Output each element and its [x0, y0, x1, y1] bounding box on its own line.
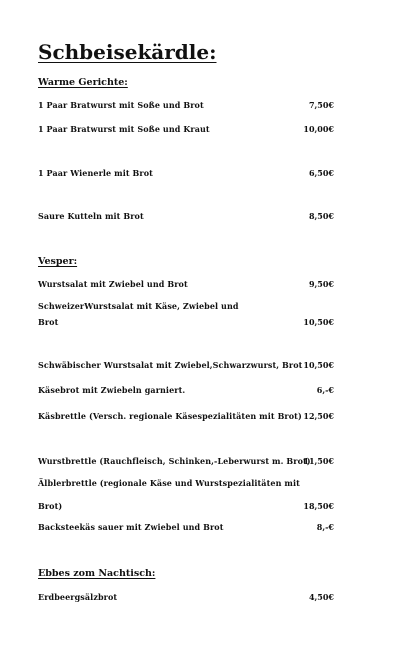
- menu-item-price: 10,50€: [303, 360, 334, 370]
- menu-item-name: Backsteekäs sauer mit Zwiebel und Brot: [38, 522, 224, 532]
- menu-item-name: Wurstsalat mit Zwiebel und Brot: [38, 279, 188, 289]
- section-heading-vesper: Vesper:: [38, 256, 78, 267]
- menu-item-name: Käsebrot mit Zwiebeln garniert.: [38, 385, 186, 395]
- menu-item-name: 1 Paar Bratwurst mit Soße und Kraut: [38, 124, 210, 134]
- menu-item-price: 4,50€: [308, 592, 334, 602]
- menu-item-price: 8,-€: [316, 522, 334, 532]
- menu-title: Schbeisekärdle:: [38, 40, 217, 64]
- menu-item-price: 12,50€: [303, 411, 334, 421]
- menu-item-price: 11,50€: [303, 456, 334, 466]
- menu-item-name: 1 Paar Wienerle mit Brot: [38, 168, 153, 178]
- menu-item-name: Schwäbischer Wurstsalat mit Zwiebel,Schwarzwurst, Brot: [38, 360, 303, 370]
- menu-item-name: Erdbeergsälzbrot: [38, 592, 118, 602]
- menu-item-price: 10,50€: [303, 317, 334, 327]
- section-heading-warme-gerichte: Warme Gerichte:: [38, 77, 128, 88]
- menu-item-name-line2: Brot: [38, 317, 59, 327]
- menu-item-name: 1 Paar Bratwurst mit Soße und Brot: [38, 100, 204, 110]
- menu-item-price: 8,50€: [308, 211, 334, 221]
- menu-item-price: 7,50€: [308, 100, 334, 110]
- menu-item-price: 6,50€: [308, 168, 334, 178]
- menu-item-name: Käsbrettle (Versch. regionale Käsespezialitäten mit Brot): [38, 411, 302, 421]
- menu-item-name-line2: Brot): [38, 501, 63, 511]
- menu-item-name-line1: Älblerbrettle (regionale Käse und Wurstspezialitäten mit: [38, 478, 300, 488]
- section-heading-nachtisch: Ebbes zom Nachtisch:: [38, 568, 156, 579]
- menu-item-name: Wurstbrettle (Rauchfleisch, Schinken,-Leberwurst m. Brot): [38, 456, 311, 466]
- menu-item-price: 9,50€: [308, 279, 334, 289]
- menu-item-price: 18,50€: [303, 501, 334, 511]
- menu-item-name: Saure Kutteln mit Brot: [38, 211, 144, 221]
- menu-item-price: 6,-€: [316, 385, 334, 395]
- menu-item-name-line1: SchweizerWurstsalat mit Käse, Zwiebel und: [38, 301, 239, 311]
- menu-item-price: 10,00€: [303, 124, 334, 134]
